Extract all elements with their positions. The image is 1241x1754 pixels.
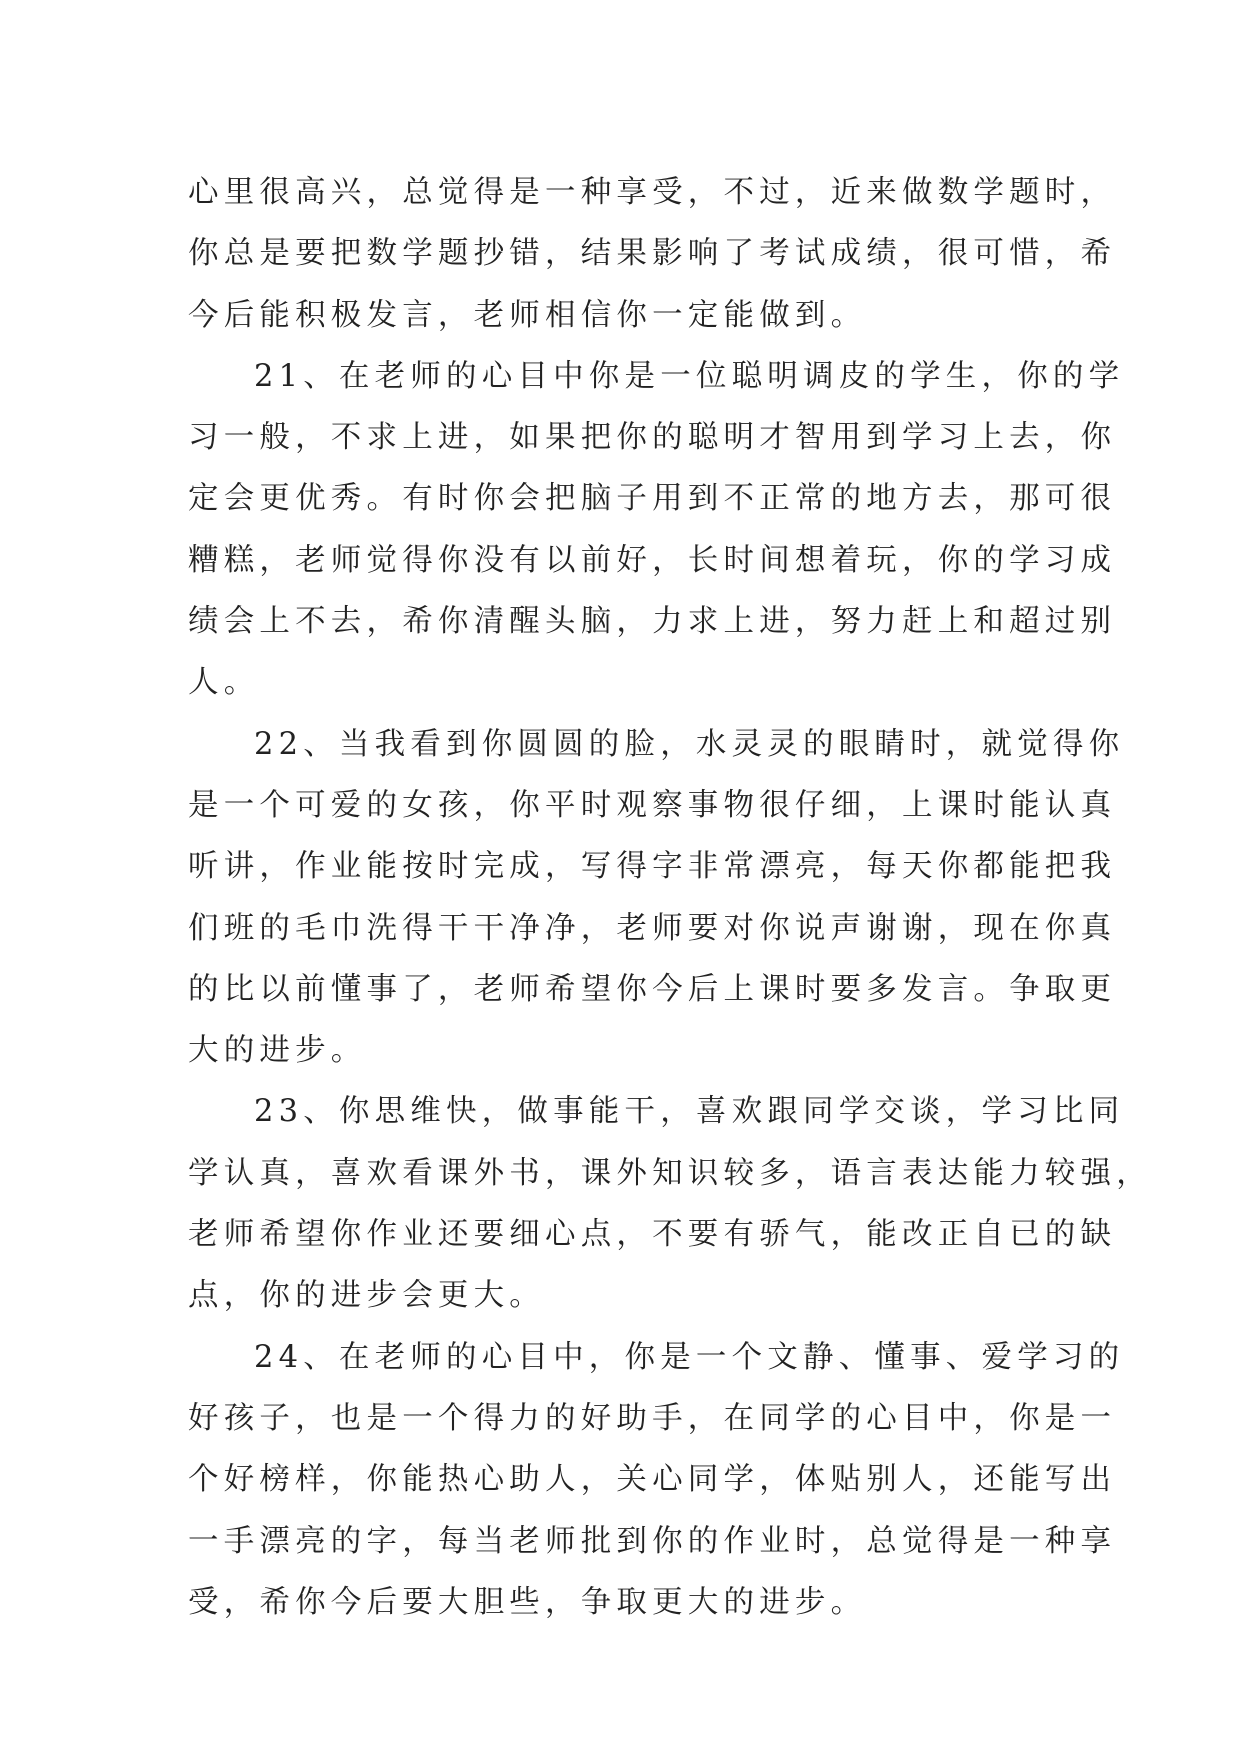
text-line: 一手漂亮的字，每当老师批到你的作业时，总觉得是一种享 bbox=[188, 1523, 1117, 1559]
text-line: 绩会上不去，希你清醒头脑，力求上进，努力赶上和超过别 bbox=[188, 604, 1117, 640]
text-line: 心里很高兴，总觉得是一种享受，不过，近来做数学题时， bbox=[188, 175, 1117, 210]
text-line: 是一个可爱的女孩，你平时观察事物很仔细，上课时能认真 bbox=[188, 787, 1117, 823]
text-line: 23、你思维快，做事能干，喜欢跟同学交谈，学习比同 bbox=[254, 1094, 1125, 1130]
text-line: 个好榜样，你能热心助人，关心同学，体贴别人，还能写出 bbox=[188, 1462, 1117, 1498]
text-line: 糟糕，老师觉得你没有以前好，长时间想着玩，你的学习成 bbox=[188, 542, 1117, 578]
paragraph-23 bbox=[188, 1081, 1152, 1326]
text-line: 22、当我看到你圆圆的脸，水灵灵的眼睛时，就觉得你 bbox=[254, 726, 1125, 762]
text-line: 的比以前懂事了，老师希望你今后上课时要多发言。争取更 bbox=[188, 971, 1117, 1007]
paragraph bbox=[188, 162, 1117, 346]
text-line: 听讲，作业能按时完成，写得字非常漂亮，每天你都能把我 bbox=[188, 849, 1117, 885]
text-line: 受，希你今后要大胆些，争取更大的进步。 bbox=[188, 1584, 867, 1620]
body-text bbox=[188, 162, 1152, 1633]
text-line: 好孩子，也是一个得力的好助手，在同学的心目中，你是一 bbox=[188, 1400, 1117, 1436]
text-line: 人。 bbox=[188, 665, 260, 701]
text-line: 定会更优秀。有时你会把脑子用到不正常的地方去，那可很 bbox=[188, 481, 1117, 517]
text-line: 你总是要把数学题抄错，结果影响了考试成绩，很可惜，希 bbox=[188, 236, 1117, 272]
text-line: 老师希望你作业还要细心点，不要有骄气，能改正自已的缺 bbox=[188, 1217, 1117, 1253]
paragraph-24 bbox=[188, 1327, 1125, 1633]
paragraph-22 bbox=[188, 714, 1125, 1082]
text-line: 点，你的进步会更大。 bbox=[188, 1278, 545, 1314]
text-line: 大的进步。 bbox=[188, 1033, 367, 1069]
text-line: 24、在老师的心目中，你是一个文静、懂事、爱学习的 bbox=[254, 1339, 1125, 1375]
paragraph-21 bbox=[188, 346, 1125, 714]
text-line: 们班的毛巾洗得干干净净，老师要对你说声谢谢，现在你真 bbox=[188, 910, 1117, 946]
text-line: 今后能积极发言，老师相信你一定能做到。 bbox=[188, 297, 867, 333]
text-line: 21、在老师的心目中你是一位聪明调皮的学生，你的学 bbox=[254, 358, 1125, 394]
text-line: 学认真，喜欢看课外书，课外知识较多，语言表达能力较强， bbox=[188, 1155, 1152, 1191]
text-line: 习一般，不求上进，如果把你的聪明才智用到学习上去，你 bbox=[188, 420, 1117, 456]
